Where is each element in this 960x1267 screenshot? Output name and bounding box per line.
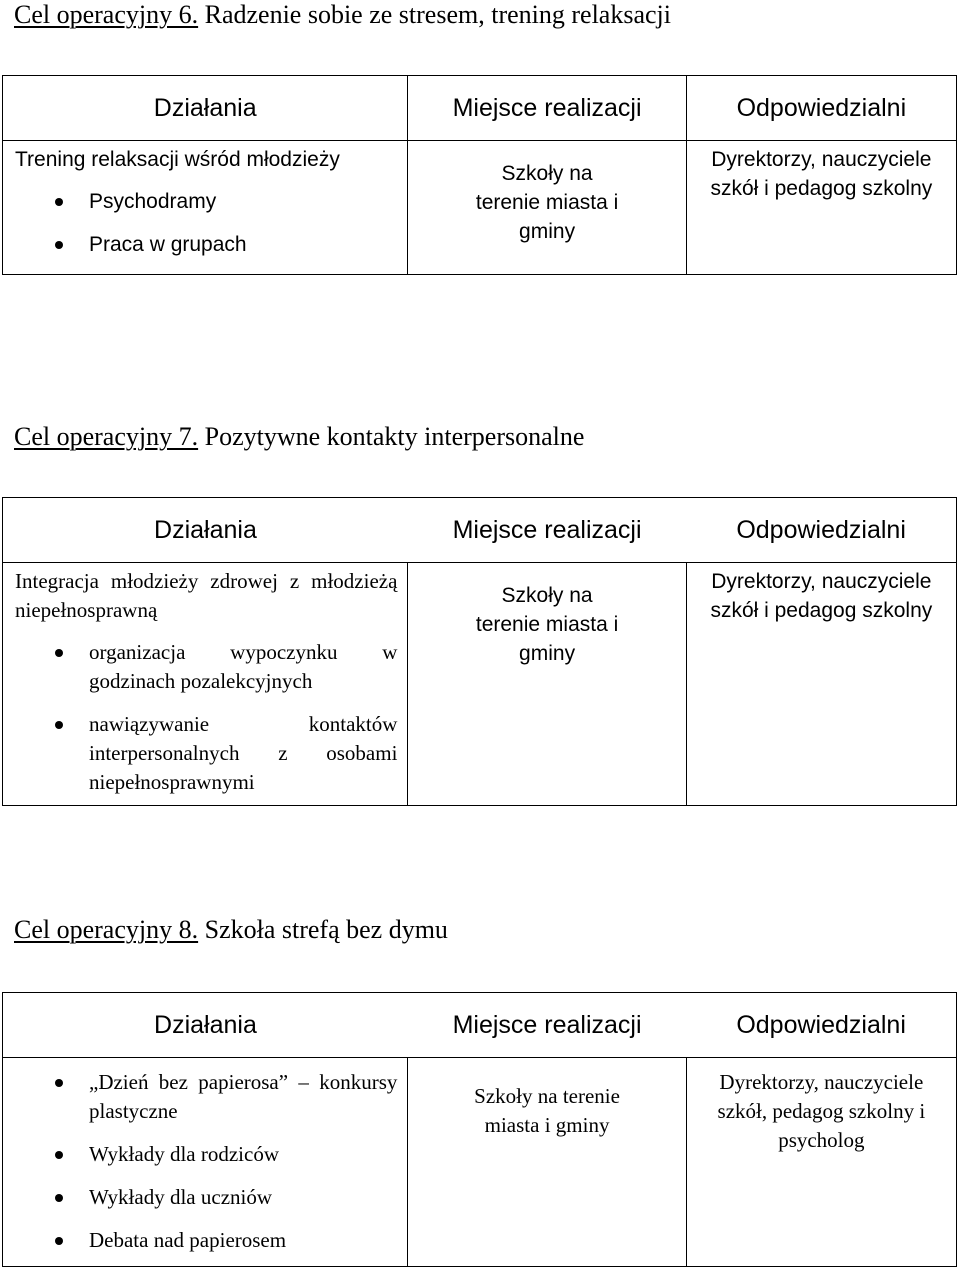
section-8-heading-number: Cel operacyjny 8. (14, 915, 199, 944)
activities-intro: Integracja młodzieży zdrowej z młodzieżą niepełnosprawną (15, 569, 398, 622)
section-8-table (2, 992, 957, 1267)
list-item: Psychodramy (3, 187, 395, 216)
list-item: Debata nad papierosem (3, 1226, 397, 1255)
activities-list (3, 638, 397, 797)
list-item: Wykłady dla rodziców (3, 1140, 397, 1169)
section-7-heading (14, 422, 584, 452)
list-item: Praca w grupach (3, 230, 395, 259)
responsible-cell (686, 141, 956, 275)
section-8-heading (14, 915, 448, 945)
column-header-actions: Działania (3, 993, 408, 1058)
actions-cell (3, 141, 408, 275)
responsible-cell (686, 1058, 956, 1267)
table-header-row (3, 76, 957, 141)
activities-list (3, 1068, 397, 1255)
place-text: Szkoły na terenie miasta i gminy (475, 584, 619, 665)
table-header-row (3, 498, 957, 563)
activities-intro: Trening relaksacji wśród młodzieży (15, 148, 340, 171)
responsible-text: Dyrektorzy, nauczyciele szkół i pedagog szkolny (710, 148, 933, 200)
section-7-table (2, 497, 957, 806)
column-header-place: Miejsce realizacji (408, 993, 686, 1058)
list-item: nawiązywanie kontaktów interpersonalnych z osobami niepełnosprawnymi (3, 710, 397, 797)
responsible-text: Dyrektorzy, nauczyciele szkół i pedagog szkolny (710, 570, 933, 622)
responsible-text: Dyrektorzy, nauczyciele szkół, pedagog szkolny i psycholog (717, 1070, 926, 1152)
column-header-actions: Działania (3, 76, 408, 141)
section-7-heading-title: Pozytywne kontakty interpersonalne (198, 422, 585, 451)
table-row (3, 1058, 957, 1267)
section-6-table (2, 75, 957, 275)
column-header-place: Miejsce realizacji (408, 76, 686, 141)
column-header-responsible: Odpowiedzialni (686, 498, 956, 563)
section-6-heading-number: Cel operacyjny 6. (14, 0, 199, 29)
place-cell (408, 141, 686, 275)
place-text: Szkoły na terenie miasta i gminy (474, 1084, 620, 1137)
place-cell (408, 563, 686, 806)
section-6-heading (14, 0, 671, 30)
responsible-cell (686, 563, 956, 806)
list-item: organizacja wypoczynku w godzinach pozalekcyjnych (3, 638, 397, 696)
list-item: „Dzień bez papierosa” – konkursy plastyczne (3, 1068, 397, 1126)
section-6-heading-title: Radzenie sobie ze stresem, trening relaksacji (198, 0, 671, 29)
place-text: Szkoły na terenie miasta i gminy (475, 162, 619, 243)
table-row (3, 563, 957, 806)
column-header-place: Miejsce realizacji (408, 498, 686, 563)
table-header-row (3, 993, 957, 1058)
column-header-actions: Działania (3, 498, 408, 563)
activities-list (3, 187, 395, 259)
actions-cell (3, 563, 408, 806)
list-item: Wykłady dla uczniów (3, 1183, 397, 1212)
table-row (3, 141, 957, 275)
column-header-responsible: Odpowiedzialni (686, 993, 956, 1058)
section-7-heading-number: Cel operacyjny 7. (14, 422, 199, 451)
place-cell (408, 1058, 686, 1267)
column-header-responsible: Odpowiedzialni (686, 76, 956, 141)
actions-cell (3, 1058, 408, 1267)
section-8-heading-title: Szkoła strefą bez dymu (198, 915, 448, 944)
